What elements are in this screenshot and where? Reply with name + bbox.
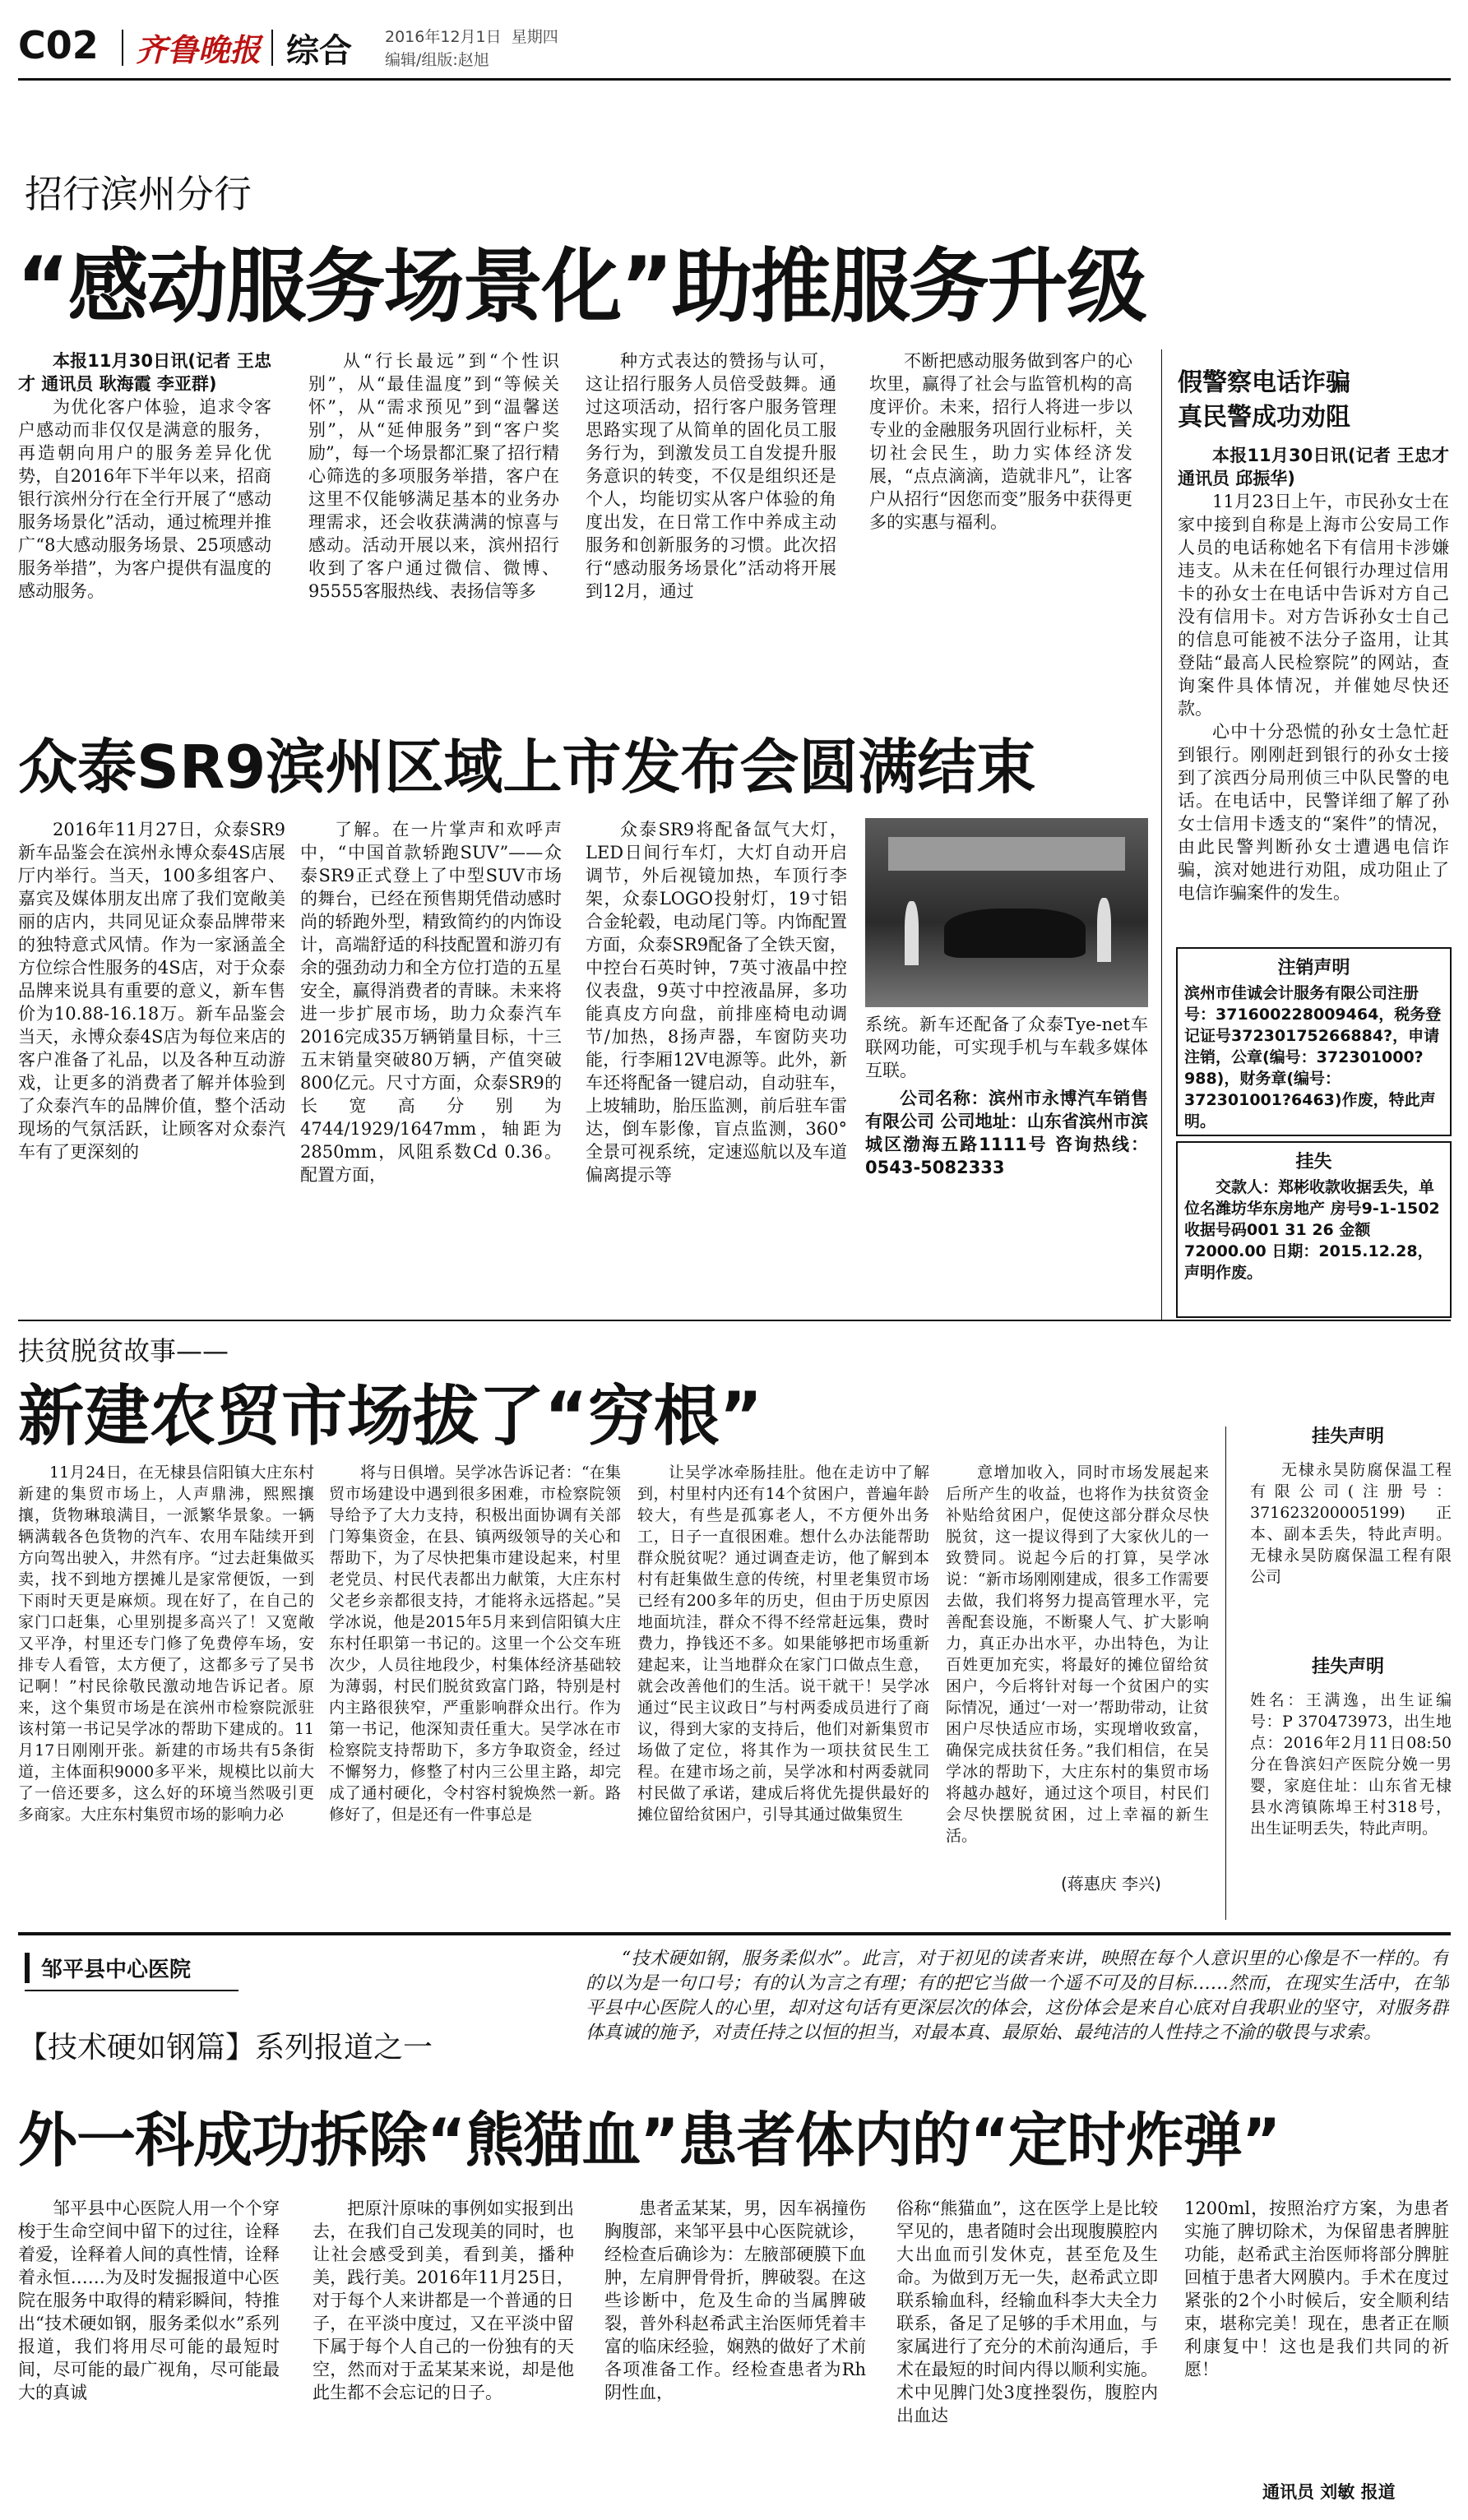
- notice-loss3-body: 姓名：王满逸，出生证编号：P 370473973，出生地点：2016年2月11日08:50分在鲁滨妇产医院分娩一男婴，家庭住址：山东省无棣县水湾镇陈埠王村318号，出生证明丢失，特此声明。: [1250, 1691, 1452, 1838]
- photo-person-1: [905, 901, 919, 965]
- fraud-p1: 11月23日上午，市民孙女士在家中接到自称是上海市公安局工作人员的电话称她名下有信用卡涉嫌违支。从未在任何银行办理过信用卡的孙女士在电话中告诉对方自己没有信用卡。对方告诉孙女士自己的信息可能被不法分子盗用，让其登陆“最高人民检察院”的网站，查询案件具体情况，并催她尽快还款。: [1178, 492, 1449, 719]
- article2-col3-text: 众泰SR9将配备氙气大灯，LED日间行车灯，大灯自动开启调节，外后视镜加热，车顶行李架，众泰LOGO投射灯，19寸铝合金轮毂，电动尾门等。内饰配置方面，众泰SR9配备了全铁天窗，中控台石英时钟，7英寸液晶中控仪表盘，9英寸中控液晶屏，多功能真皮方向盘，前排座椅电动调节/加热，8扬声器，车窗防夹功能，行李厢12V电源等。此外，新车还将配备一键启动，自动驻车，上坡辅助，胎压监测，前后驻车雷达，倒车影像，盲点监测，360°全景可视系统，定速巡航以及车道偏离提示等: [586, 820, 847, 1185]
- notice-loss3-text: [1250, 1690, 1452, 1920]
- article2-col3: [586, 818, 847, 1320]
- article3-kicker: 扶贫脱贫故事——: [18, 1335, 229, 1366]
- article4-intro: [586, 1947, 1449, 2078]
- article4-col5-text: 1200ml，按照治疗方案，为患者实施了脾切除术，为保留患者脾脏功能，赵希武主治医师将部分脾脏回植于患者大网膜内。手术在度过紧张的2个小时候后，安全顺利结束，堪称完美！现在，患者正在顺利康复中！这也是我们共同的祈愿！: [1184, 2199, 1449, 2379]
- newspaper-logo: 齐鲁晚报: [136, 31, 262, 68]
- article2-col2: [300, 818, 562, 1320]
- photo-car: [944, 909, 1086, 958]
- article4-col2-text: 把原汁原味的事例如实报到出去，在我们自己发现美的同时，也让社会感受到美，看到美，播种美，践行美。2016年11月25日，对于每个人来讲都是一个普通的日子，在平淡中度过，又在平淡中留下属于每个人自己的一份独有的天空，然而对于孟某某来说，却是他此生都不会忘记的日子。: [313, 2199, 574, 2402]
- photo-banner: [888, 837, 1126, 871]
- photo-person-2: [1097, 898, 1111, 962]
- article3-col3: [637, 1462, 929, 1889]
- article1-byline: 本报11月30日讯(记者 王忠才 通讯员 耿海霞 李亚群): [18, 351, 271, 394]
- article2-headline: 众泰SR9滨州区域上市发布会圆满结束: [18, 733, 1036, 802]
- masthead-divider-2: [271, 30, 273, 66]
- fraud-title-2: 真民警成功劝阻: [1178, 403, 1350, 432]
- issue-date: [385, 25, 558, 47]
- article2-company-info: [865, 1087, 1148, 1210]
- article4-tag: 邹平县中心医院: [25, 1953, 191, 1983]
- article1-kicker: 招行滨州分行: [25, 172, 252, 216]
- fraud-p2: 心中十分恐慌的孙女士急忙赶到银行。刚刚赶到银行的孙女士接到了滨西分局刑侦三中队民警的电话。在电话中，民警详细了解了孙女士信用卡透支的“案件”的情况，由此民警判断孙女士遭遇电信诈骗，滨对她进行劝阻，成功阻止了电信诈骗案件的发生。: [1178, 722, 1449, 903]
- article4-headline: 外一科成功拆除“熊猫血”患者体内的“定时炸弹”: [18, 2106, 1280, 2175]
- article2-col1-text: 2016年11月27日，众泰SR9新车品鉴会在滨州永博众泰4S店展厅内举行。当天，100多组客户、嘉宾及媒体朋友出席了我们宽敞美丽的店内，共同见证众泰品牌带来的独特意式风情。作为一家涵盖全方位综合性服务的4S店，对于众泰品牌来说具有重要的意义，新车售价为10.88-16.18万。新车品鉴会当天，永博众泰4S店为每位来店的客户准备了礼品，以及各种互动游戏，让更多的消费者了解并体验到了众泰汽车的品牌价值，整个活动现场的气氛活跃，让顾客对众泰汽车有了更深刻的: [18, 820, 285, 1162]
- notice-loss3-title: 挂失声明: [1312, 1657, 1385, 1677]
- weekday-text: 星期四: [511, 28, 558, 46]
- article3-headline: 新建农贸市场拔了“穷根”: [18, 1378, 763, 1454]
- sidebar-divider: [1161, 349, 1162, 1320]
- article3-col4: [946, 1462, 1209, 1856]
- article1-col2-text: 从“行长最远”到“个性识别”，从“最佳温度”到“等候关怀”，从“需求预见”到“温馨送别”，从“延伸服务”到“客户奖励”，每一个场景都汇聚了招行精心筛选的多项服务举措，客户在这里不仅能够满足基本的业务办理需求，还会收获满满的惊喜与感动。活动开展以来，滨州招行收到了客户通过微信、微博、95555客服热线、表扬信等多: [308, 351, 559, 601]
- article2-col4-text: 系统。新车还配备了众泰Tye-net车联网功能，可实现手机与车载多媒体互联。: [865, 1015, 1148, 1080]
- article3-col2: [329, 1462, 621, 1889]
- notice-loss1-title: 挂失: [1295, 1152, 1332, 1172]
- article1-col4-text: 不断把感动服务做到客户的心坎里，赢得了社会与监管机构的高度评价。未来，招行人将进一步以专业的金融服务巩固行业标杆，关切社会民生，助力实体经济发展，“点点滴滴，造就非凡”，让客户从招行“因您而变”服务中获得更多的实惠与福利。: [869, 351, 1132, 532]
- article1-col4: [869, 349, 1132, 580]
- notice-column-divider: [1225, 1426, 1226, 1920]
- notice-cancel-box: [1176, 947, 1452, 1136]
- notice-cancel-text: 滨州市佳诚会计服务有限公司注册号：371600228009464，税务登记证号37230175266884?，申请注销，公章(编号：372301000?988)，财务章(编号：372301001?6463)作废，特此声明。: [1184, 984, 1442, 1131]
- article4-intro-text: “技术硬如钢，服务柔似水”。此言，对于初见的读者来讲，映照在每个人意识里的心像是不一样的。有的以为是一句口号；有的认为言之有理；有的把它当做一个遥不可及的目标……然而，在现实生活中，在邹平县中心医院人的心里，却对这句话有更深层次的体会，这份体会是来自心底对自我职业的坚守，对服务群体真诚的施予，对责任持之以恒的担当，对最本真、最原始、最纯洁的人性持之不渝的敬畏与求索。: [586, 1949, 1449, 2043]
- fraud-byline: 本报11月30日讯(记者 王忠才 通讯员 邱振华): [1178, 446, 1449, 488]
- article2-company-text: 公司名称：滨州市永博汽车销售有限公司 公司地址：山东省滨州市滨城区渤海五路1111号 咨询热线：0543-5082333: [865, 1089, 1148, 1177]
- car-launch-photo: [865, 818, 1148, 1007]
- masthead-divider: [122, 30, 123, 66]
- page-code: C02: [18, 23, 99, 67]
- notice-loss2-body: 无棣永昊防腐保温工程有限公司(注册号：371623200005199)正本、副本丢失，特此声明。无棣永昊防腐保温工程有限公司: [1250, 1461, 1452, 1586]
- article2-col4: [865, 1013, 1148, 1087]
- section-name: 综合: [286, 32, 352, 70]
- masthead-rule: [18, 78, 1451, 81]
- date-text: 2016年12月1日: [385, 28, 502, 46]
- article1-col1: [18, 349, 271, 645]
- article3-col3-text: 让吴学冰牵肠挂肚。他在走访中了解到，村里村内还有14个贫困户，普遍年龄较大，有些是孤寡老人，不方便外出务工，日子一直很困难。想什么办法能帮助群众脱贫呢？通过调查走访，他了解到本村有赶集做生意的传统，村里老集贸市场已经有200多年的历史，但由于历史原因地面坑洼，群众不得不经常赶远集，费时费力，挣钱还不多。如果能够把市场重新建起来，让当地群众在家门口做点生意，就会改善他们的生活。说干就干！吴学冰通过“民主议政日”与村两委成员进行了商议，得到大家的支持后，他们对新集贸市场做了定位，将其作为一项扶贫民生工程。在建市场之前，吴学冰和村两委就同村民做了承诺，建成后将优先提供最好的摊位留给贫困户，引导其通过做集贸生: [637, 1463, 929, 1824]
- article4-col1: [18, 2197, 280, 2505]
- article3-col4-text: 意增加收入，同时市场发展起来后所产生的收益，也将作为扶贫资金补贴给贫困户，促使这部分群众尽快脱贫，这一提议得到了大家伙儿的一致赞同。说起今后的打算，吴学冰说：“新市场刚刚建成，很多工作需要去做，我们将努力提高管理水平，完善配套设施，不断聚人气、扩大影响力，真正办出水平，办出特色，为让百姓更加充实，将最好的摊位留给贫困户，今后将针对每一个贫困户的实际情况，通过‘一对一’帮助带动，让贫困户尽快适应市场，实现增收致富，确保完成扶贫任务。”我们相信，在吴学冰的帮助下，大庄东村的集贸市场将越办越好，通过这个项目，村民们会尽快摆脱贫困，过上幸福的新生活。: [946, 1463, 1209, 1845]
- article4-series: 【技术硬如钢篇】系列报道之一: [18, 2031, 433, 2065]
- fraud-title-1: 假警察电话诈骗: [1178, 368, 1350, 397]
- article4-top-rule: [18, 1932, 1451, 1935]
- fraud-body: [1178, 444, 1449, 944]
- article1-headline: “感动服务场景化”助推服务升级: [16, 240, 1146, 334]
- notice-loss1-box: [1176, 1141, 1452, 1318]
- article1-col2: [308, 349, 559, 645]
- notice-loss1-text: 交款人：郑彬收款收据丢失，单位名潍坊华东房地产 房号9-1-1502 收据号码001 31 26 金额72000.00 日期：2015.12.28，声明作废。: [1184, 1178, 1440, 1282]
- article3-col1: [18, 1462, 314, 1889]
- article4-tag-underline: [25, 1990, 238, 1991]
- article1-col3: [586, 349, 836, 645]
- article2-col2-text: 了解。在一片掌声和欢呼声中，“中国首款轿跑SUV”——众泰SR9正式登上了中型SUV市场的舞台，已经在预售期凭借动感时尚的轿跑外型，精致简约的内饰设计，高端舒适的科技配置和游刃有余的强劲动力和全方位打造的五星安全，赢得消费者的青睐。未来将进一步扩展市场，助力众泰汽车2016完成35万辆销量目标，十三五末销量突破80万辆，产值突破800亿元。尺寸方面，众泰SR9的长宽高分别为4744/1929/1647mm，轴距为2850mm，风阻系数Cd 0.36。配置方面，: [300, 820, 562, 1185]
- article4-col4: [896, 2197, 1158, 2505]
- editor-credit: 编辑/组版:赵旭: [385, 51, 489, 69]
- article1-col1-text: 为优化客户体验，追求令客户感动而非仅仅是满意的服务，再造朝向用户的服务差异化优势，自2016年下半年以来，招商银行滨州分行在全行开展了“感动服务场景化”活动，通过梳理并推广“8大感动服务场景、25项感动服务举措”，为客户提供有温度的感动服务。: [18, 397, 271, 601]
- article4-col4-text: 俗称“熊猫血”，这在医学上是比较罕见的，患者随时会出现腹膜腔内大出血而引发休克，甚至危及生命。为做到万无一失，赵希武立即联系输血科，经输血科李大夫全力联系，备足了足够的手术用血，与家属进行了充分的术前沟通后，手术在最短的时间内得以顺利实施。术中见脾门处3度挫裂伤，腹腔内出血达: [896, 2199, 1158, 2425]
- article4-col3: [604, 2197, 866, 2505]
- article3-col2-text: 将与日俱增。吴学冰告诉记者：“在集贸市场建设中遇到很多困难，市检察院领导给予了大力支持，积极出面协调有关部门筹集资金，在县、镇两级领导的关心和帮助下，为了尽快把集市建设起来，村里老党员、村民代表都出力献策，大庄东村父老乡亲都很支持，才能将永远搭起。”吴学冰说，他是2015年5月来到信阳镇大庄东村任职第一书记的。这里一个公交车班次少，人员往地段少，村集体经济基础较为薄弱，村民们脱贫致富门路，特别是村内主路很狭窄，严重影响群众出行。作为第一书记，他深知责任重大。吴学冰在市检察院支持帮助下，多方争取资金，经过不懈努力，修整了村内三公里主路，却完成了通村硬化，令村容村貌焕然一新。路修好了，但是还有一件事总是: [329, 1463, 621, 1824]
- article3-credit: (蒋惠庆 李兴): [1061, 1874, 1161, 1893]
- notice-cancel-title: 注销声明: [1277, 958, 1350, 978]
- article1-col3-text: 种方式表达的赞扬与认可，这让招行服务人员倍受鼓舞。通过这项活动，招行客户服务管理思路实现了从简单的固化员工服务行为，到激发员工自发提升服务意识的转变，不仅是组织还是个人，均能切实从客户体验的角度出发，在日常工作中养成主动服务和创新服务的习惯。此次招行“感动服务场景化”活动将开展到12月，通过: [586, 351, 836, 601]
- notice-loss2-title: 挂失声明: [1312, 1426, 1385, 1447]
- article4-credit: 通讯员 刘敏 报道: [1262, 2482, 1396, 2502]
- article4-col5: [1184, 2197, 1449, 2468]
- article3-col1-text: 11月24日，在无棣县信阳镇大庄东村新建的集贸市场上，人声鼎沸，熙熙攘攘，货物琳琅满目，一派繁华景象。一辆辆满载各色货物的汽车、农用车陆续开到方向驾出驶入，井然有序。“过去赶集做买卖，找不到地方摆摊儿是家常便饭，一到下雨时天更是麻烦。现在好了，在自己的家门口赶集，心里别提多高兴了！又宽敞又平净，村里还专门修了免费停车场，安排专人看管，太方便了，这都多亏了吴书记啊！”村民徐敬民激动地告诉记者。原来，这个集贸市场是在滨州市检察院派驻该村第一书记吴学冰的帮助下建成的。11月17日刚刚开张。新建的市场共有5条街道，主体面积9000多平米，规模比以前大了一倍还要多，这么好的环境当然吸引更多商家。大庄东村集贸市场的影响力必: [18, 1463, 314, 1824]
- notice-loss2-text: [1250, 1459, 1452, 1648]
- article4-col3-text: 患者孟某某，男，因车祸撞伤胸腹部，来邹平县中心医院就诊，经检查后确诊为：左腋部硬膜下血肿，左肩胛骨骨折，脾破裂。在这些诊断中，危及生命的当属脾破裂，普外科赵希武主治医师凭着丰富的临床经验，娴熟的做好了术前各项准备工作。经检查患者为Rh阴性血，: [604, 2199, 866, 2402]
- article2-col1: [18, 818, 285, 1320]
- article4-col2: [313, 2197, 574, 2505]
- article4-col1-text: 邹平县中心医院人用一个个穿梭于生命空间中留下的过往，诠释着爱，诠释着人间的真性情，诠释着永恒……为及时发掘报道中心医院在服务中取得的精彩瞬间，特推出“技术硬如钢，服务柔似水”系列报道，我们将用尽可能的最短时间，尽可能的最广视角，尽可能最大的真诚: [18, 2199, 280, 2402]
- article3-top-rule: [18, 1320, 1451, 1321]
